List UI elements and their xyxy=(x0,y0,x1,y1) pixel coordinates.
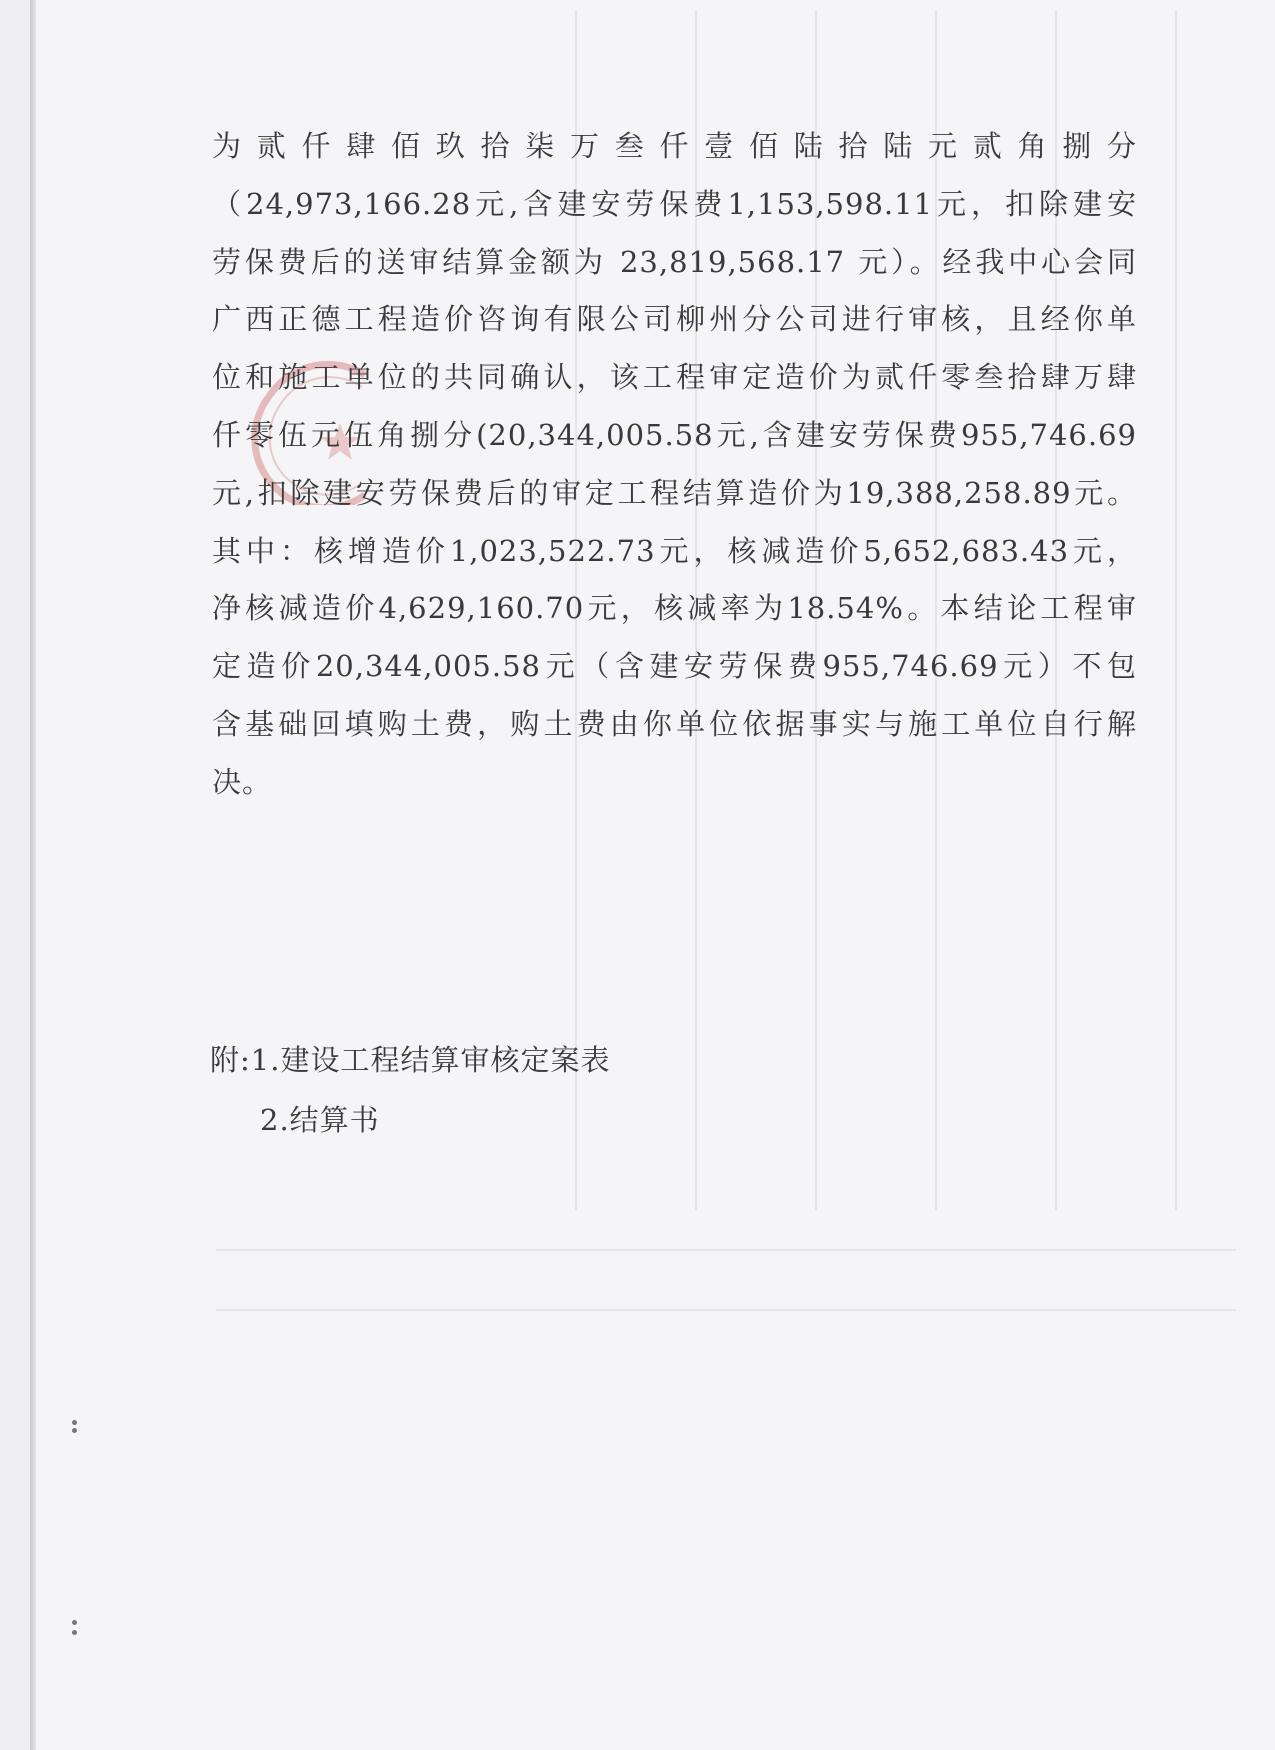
body-line: 决。 xyxy=(212,764,273,799)
binding-hole xyxy=(72,1428,77,1433)
binding-hole xyxy=(72,1420,77,1425)
body-line: 含基础回填购土费，购土费由你单位依据事实与施工单位自行解 xyxy=(212,706,1137,741)
attachments-list xyxy=(210,1030,610,1150)
body-line: 为贰仟肆佰玖拾柒万叁仟壹佰陆拾陆元贰角捌分 xyxy=(212,129,1137,163)
body-line: 仟零伍元伍角捌分(20,344,005.58元,含建安劳保费955,746.69 xyxy=(212,417,1137,452)
attachment-item xyxy=(210,1030,610,1090)
binding-hole xyxy=(72,1620,77,1625)
attachment-item-2: 2.结算书 xyxy=(260,1103,380,1137)
binding-hole xyxy=(72,1630,77,1635)
body-line: 广西正德工程造价咨询有限公司柳州分公司进行审核，且经你单 xyxy=(212,302,1137,337)
body-line: 其中：核增造价1,023,522.73元，核减造价5,652,683.43元， xyxy=(212,533,1137,568)
body-line: 位和施工单位的共同确认，该工程审定造价为贰仟零叁拾肆万肆 xyxy=(212,360,1137,395)
body-line: 劳保费后的送审结算金额为 23,819,568.17 元）。经我中心会同 xyxy=(212,244,1137,279)
attachment-item-1: 1.建设工程结算审核定案表 xyxy=(250,1043,611,1077)
body-line: 净核减造价4,629,160.70元，核减率为18.54%。本结论工程审 xyxy=(212,591,1137,626)
body-line: 元,扣除建安劳保费后的审定工程结算造价为19,388,258.89元。 xyxy=(212,475,1137,510)
attachments-heading: 附: xyxy=(210,1043,251,1077)
document-body xyxy=(212,118,1137,812)
body-line: 定造价20,344,005.58元（含建安劳保费955,746.69元）不包 xyxy=(212,649,1137,684)
body-line: （24,973,166.28元,含建安劳保费1,153,598.11元，扣除建安 xyxy=(212,186,1137,221)
